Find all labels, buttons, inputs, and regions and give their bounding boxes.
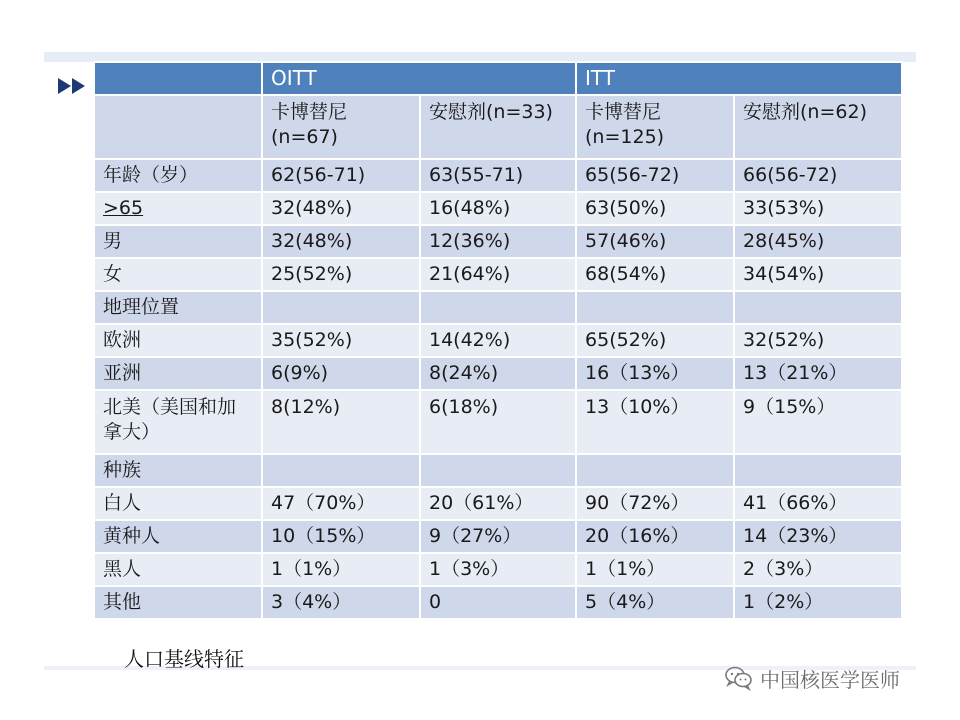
table-cell: 6(9%): [262, 357, 420, 390]
table-cell: 35(52%): [262, 324, 420, 357]
table-cell: 16(48%): [420, 192, 576, 225]
table-cell: 66(56-72): [734, 159, 902, 192]
table-cell: 33(53%): [734, 192, 902, 225]
table-cell: [262, 454, 420, 487]
header-itt-cabozantinib: 卡博替尼 (n=125): [576, 95, 734, 159]
table-cell: 13（10%）: [576, 390, 734, 454]
row-label-text: >65: [103, 197, 144, 219]
header-arm-corner: [94, 95, 262, 159]
row-label: 白人: [94, 487, 262, 520]
table-cell: 68(54%): [576, 258, 734, 291]
header-oitt: OITT: [262, 62, 576, 95]
table-cell: 6(18%): [420, 390, 576, 454]
table-cell: [420, 454, 576, 487]
table-cell: 28(45%): [734, 225, 902, 258]
table-row: [94, 159, 902, 192]
table-cell: 5（4%）: [576, 586, 734, 619]
table-cell: 65(52%): [576, 324, 734, 357]
table-cell: 8(24%): [420, 357, 576, 390]
table-cell: 63(55-71): [420, 159, 576, 192]
header-row-group: [94, 62, 902, 95]
table-cell: 16（13%）: [576, 357, 734, 390]
table-row: [94, 258, 902, 291]
table-row: [94, 225, 902, 258]
row-label: 种族: [94, 454, 262, 487]
table-row: [94, 520, 902, 553]
header-itt: ITT: [576, 62, 902, 95]
header-corner: [94, 62, 262, 95]
row-label: 北美（美国和加拿大）: [94, 390, 262, 454]
table-cell: 14（23%）: [734, 520, 902, 553]
table-cell: 32(52%): [734, 324, 902, 357]
row-label: 男: [94, 225, 262, 258]
table-row: [94, 324, 902, 357]
row-label: 其他: [94, 586, 262, 619]
header-oitt-cabozantinib: 卡博替尼 (n=67): [262, 95, 420, 159]
table-cell: 21(64%): [420, 258, 576, 291]
baseline-table: [93, 61, 903, 620]
table-row: [94, 192, 902, 225]
table-caption: 人口基线特征: [124, 647, 244, 671]
table-cell: 20（16%）: [576, 520, 734, 553]
table-cell: 32(48%): [262, 225, 420, 258]
wechat-logo-icon: [724, 665, 754, 691]
table-cell: 1（1%）: [576, 553, 734, 586]
table-row: [94, 553, 902, 586]
header-row-arm: [94, 95, 902, 159]
table-cell: [262, 291, 420, 324]
table-row: [94, 357, 902, 390]
table-cell: 25(52%): [262, 258, 420, 291]
row-label: 黑人: [94, 553, 262, 586]
table-row: [94, 487, 902, 520]
table-cell: 41（66%）: [734, 487, 902, 520]
row-label: [94, 192, 262, 225]
table-cell: 63(50%): [576, 192, 734, 225]
table-cell: 13（21%）: [734, 357, 902, 390]
row-label: 地理位置: [94, 291, 262, 324]
header-oitt-placebo: 安慰剂(n=33): [420, 95, 576, 159]
table-cell: 32(48%): [262, 192, 420, 225]
table-cell: 1（3%）: [420, 553, 576, 586]
row-label: 欧洲: [94, 324, 262, 357]
table-cell: 0: [420, 586, 576, 619]
table-cell: 2（3%）: [734, 553, 902, 586]
watermark: [724, 664, 900, 692]
table-row: [94, 390, 902, 454]
table-cell: 34(54%): [734, 258, 902, 291]
table-cell: 9（27%）: [420, 520, 576, 553]
table-cell: [576, 454, 734, 487]
table-cell: 12(36%): [420, 225, 576, 258]
header-itt-placebo: 安慰剂(n=62): [734, 95, 902, 159]
table-cell: 90（72%）: [576, 487, 734, 520]
table-row: [94, 454, 902, 487]
table-cell: 20（61%）: [420, 487, 576, 520]
table-cell: 57(46%): [576, 225, 734, 258]
double-arrow-icon: [58, 76, 90, 96]
table-cell: [420, 291, 576, 324]
table-cell: 47（70%）: [262, 487, 420, 520]
row-label: 女: [94, 258, 262, 291]
table-cell: [734, 454, 902, 487]
table-row: [94, 586, 902, 619]
table-cell: 3（4%）: [262, 586, 420, 619]
table-cell: [734, 291, 902, 324]
row-label: 亚洲: [94, 357, 262, 390]
table-cell: 1（2%）: [734, 586, 902, 619]
table-row: [94, 291, 902, 324]
table-cell: 14(42%): [420, 324, 576, 357]
table-cell: 8(12%): [262, 390, 420, 454]
table-cell: [576, 291, 734, 324]
table-cell: 1（1%）: [262, 553, 420, 586]
row-label: 黄种人: [94, 520, 262, 553]
table-cell: 62(56-71): [262, 159, 420, 192]
table-cell: 9（15%）: [734, 390, 902, 454]
table-cell: 65(56-72): [576, 159, 734, 192]
watermark-text: 中国核医学医师: [760, 667, 900, 692]
table-cell: 10（15%）: [262, 520, 420, 553]
row-label: 年龄（岁）: [94, 159, 262, 192]
